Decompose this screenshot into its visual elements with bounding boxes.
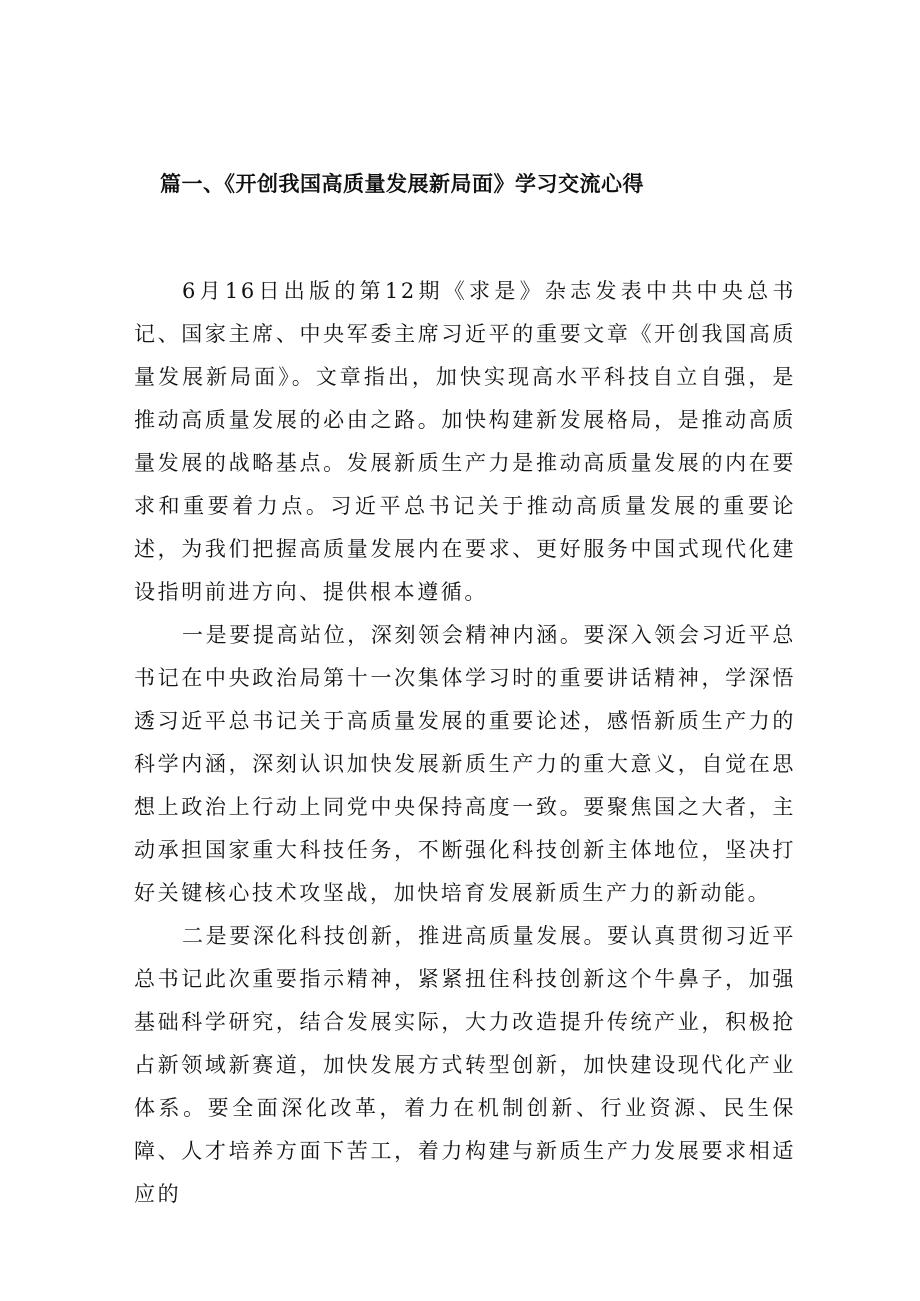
document-title: 篇一、《开创我国高质量发展新局面》学习交流心得 [160, 172, 644, 196]
paragraph-point-one: 一是要提高站位，深刻领会精神内涵。要深入领会习近平总书记在中央政治局第十一次集体学习时的重要讲话精神，学深悟透习近平总书记关于高质量发展的重要论述，感悟新质生产力的科学内涵，深刻认识加快发展新质生产力的重大意义，自觉在思想上政治上行动上同党中央保持高度一致。要聚焦国之大者，主动承担国家重大科技任务，不断强化科技创新主体地位，坚决打好关键核心技术攻坚战，加快培育发展新质生产力的新动能。 [134, 623, 796, 905]
paragraph-intro: 6月16日出版的第12期《求是》杂志发表中共中央总书记、国家主席、中央军委主席习近平的重要文章《开创我国高质量发展新局面》。文章指出，加快实现高水平科技自立自强，是推动高质量发展的必由之路。加快构建新发展格局，是推动高质量发展的战略基点。发展新质生产力是推动高质量发展的内在要求和重要着力点。习近平总书记关于推动高质量发展的重要论述，为我们把握高质量发展内在要求、更好服务中国式现代化建设指明前进方向、提供根本遵循。 [134, 279, 796, 604]
document-body [134, 270, 796, 1216]
paragraph-point-two: 二是要深化科技创新，推进高质量发展。要认真贯彻习近平总书记此次重要指示精神，紧紧扭住科技创新这个牛鼻子，加强基础科学研究，结合发展实际，大力改造提升传统产业，积极抢占新领域新赛道，加快发展方式转型创新，加快建设现代化产业体系。要全面深化改革，着力在机制创新、行业资源、民生保障、人才培养方面下苦工，着力构建与新质生产力发展要求相适应的 [134, 924, 796, 1206]
